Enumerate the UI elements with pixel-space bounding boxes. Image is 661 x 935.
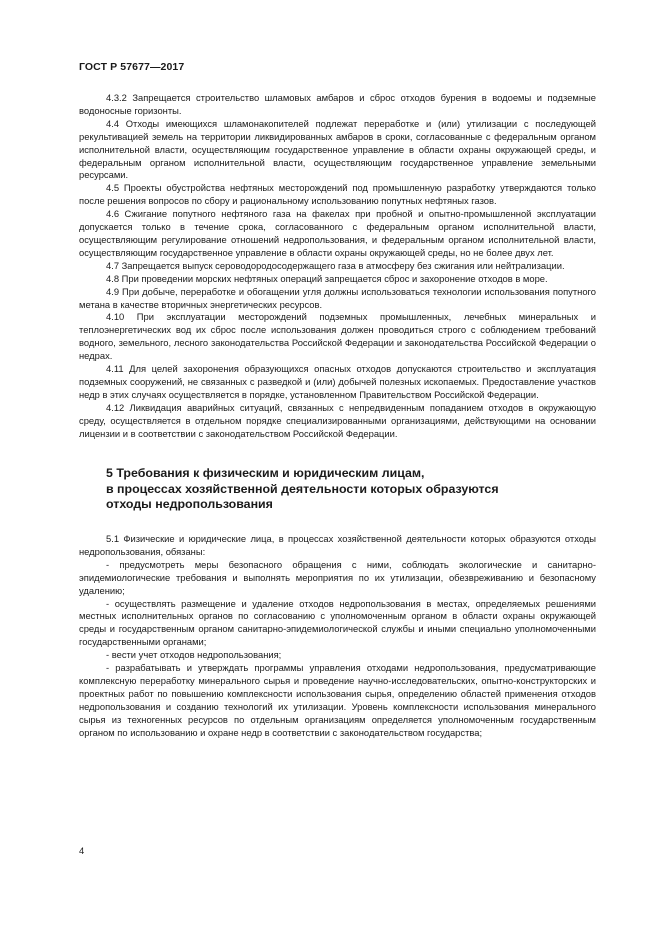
document-body — [79, 92, 596, 739]
section-title-line: в процессах хозяйственной деятельности которых образуются — [106, 481, 499, 496]
paragraph-4-9: 4.9 При добыче, переработке и обогащении угля должны использоваться технологии использования попутного метана в качестве вторичных энергетических ресурсов. — [79, 285, 596, 310]
list-item-programs: - разрабатывать и утверждать программы управления отходами недропользования, предусматривающие комплексную переработку минерального сырья и проведение научно-исследовательских, опытно-конструкторских и проектных работ по повышению комплексности использования сырья, определению областей применения отходов недропользования и созданию технологий их утилизации. Уровень комплексности использования минерального сырья из техногенных ресурсов по отдельным организациям определяется уполномоченным государственным органом по использованию и охране недр в соответствии с законодательством государства; — [79, 662, 596, 738]
section-title-line: 5 Требования к физическим и юридическим лицам, — [106, 466, 425, 481]
paragraph-4-8: 4.8 При проведении морских нефтяных операций запрещается сброс и захоронение отходов в море. — [106, 272, 548, 284]
list-item-accounting: - вести учет отходов недропользования; — [106, 649, 282, 661]
document-header: ГОСТ Р 57677—2017 — [79, 61, 185, 73]
paragraph-4-6: 4.6 Сжигание попутного нефтяного газа на факелах при пробной и опытно-промышленной эксплуатации допускается только в течение срока, согласованного с федеральным органом исполнительной власти, осуществляющим регулирование отношений недропользования, и федеральным органом исполнительной власти, осуществляющим государственное управление в области охраны окружающей среды, но не более двух лет. — [79, 208, 596, 258]
section-title-line: отходы недропользования — [106, 497, 273, 512]
page-number: 4 — [79, 845, 85, 856]
paragraph-4-7: 4.7 Запрещается выпуск сероводородосодержащего газа в атмосферу без сжигания или нейтрализации. — [106, 259, 565, 271]
paragraph-4-3-2: 4.3.2 Запрещается строительство шламовых амбаров и сброс отходов бурения в водоемы и подземные водоносные горизонты. — [79, 92, 596, 116]
paragraph-4-5: 4.5 Проекты обустройства нефтяных месторождений под промышленную разработку утверждаются только после решения вопросов по сбору и рациональному использованию попутных нефтяных газов. — [79, 182, 596, 207]
list-item-safe-handling: - предусмотреть меры безопасного обращения с ними, соблюдать экологические и санитарно-эпидемиологические требования и выполнять мероприятия по их утилизации, обезвреживанию и безопасному удалению; — [79, 558, 596, 596]
paragraph-5-1: 5.1 Физические и юридические лица, в процессах хозяйственной деятельности которых образуются отходы недропользования, обязаны: — [79, 532, 596, 557]
paragraph-4-10: 4.10 При эксплуатации месторождений подземных промышленных, лечебных минеральных и теплоэнергетических вод их сброс после использования должен проводиться строго с соблюдением требований водного, земельного, лесного законодательства Российской Федерации и законодательства Российской Федерации о недрах. — [79, 311, 596, 362]
section-5-title — [106, 466, 596, 513]
paragraph-4-4: 4.4 Отходы имеющихся шламонакопителей подлежат переработке и (или) утилизации с последующей рекультивацией земель на территории ликвидированных амбаров в сроки, согласованные с федеральным органом исполнительной власти, осуществляющим государственное управление в области охраны окружающей среды, и федеральным органом исполнительной власти, осуществляющим государственное управление земельными ресурсами. — [79, 117, 596, 181]
paragraph-4-11: 4.11 Для целей захоронения образующихся опасных отходов допускаются строительство и эксплуатация подземных сооружений, не связанных с разведкой и (или) добычей полезных ископаемых. Предоставление участков недр в этих случаях осуществляется в порядке, установленном Правительством Российской Федерации. — [79, 363, 596, 400]
paragraph-4-12: 4.12 Ликвидация аварийных ситуаций, связанных с непредвиденным попаданием отходов в окружающую среду, осуществляется в отдельном порядке специализированными организациями, действующими на основании лицензии и в соответствии с законодательством Российской Федерации. — [79, 401, 596, 439]
list-item-placement: - осуществлять размещение и удаление отходов недропользования в местах, определяемых решениями местных исполнительных органов по согласованию с уполномоченным органом в области охраны окружающей среды и государственным органом санитарно-эпидемиологической службы и иными специально уполномоченными государственными органами; — [79, 597, 596, 648]
